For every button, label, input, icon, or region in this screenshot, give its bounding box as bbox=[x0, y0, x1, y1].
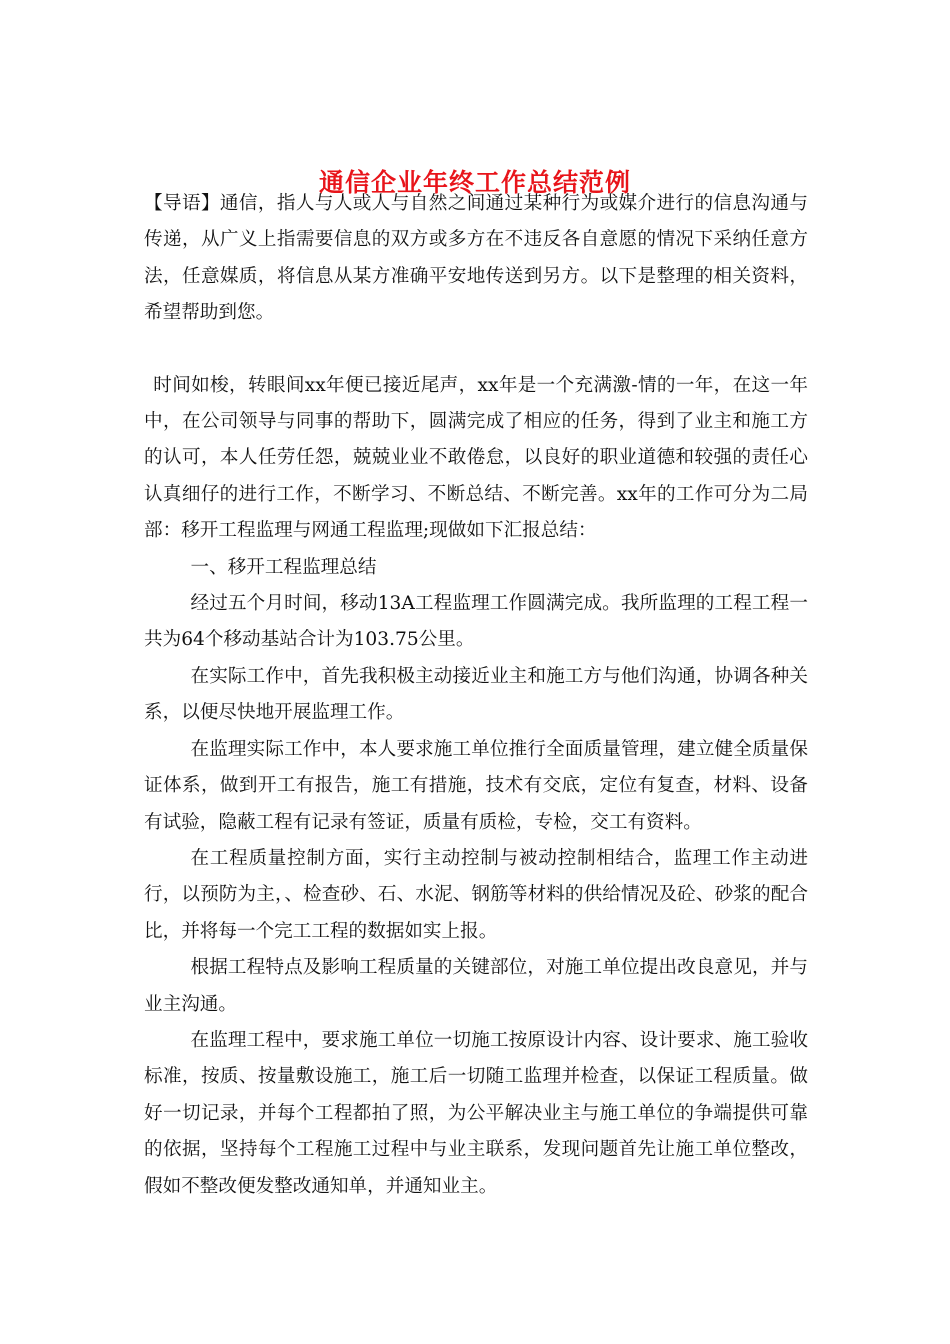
body-paragraph: 在监理实际工作中，本人要求施工单位推行全面质量管理，建立健全质量保证体系，做到开工有报告，施工有措施，技术有交底，定位有复查，材料、设备有试验，隐蔽工程有记录有签证，质量有质检，专检，交工有资料。 bbox=[144, 738, 808, 833]
document-body bbox=[144, 186, 808, 1205]
intro-paragraph: 【导语】通信，指人与人或人与自然之间通过某种行为或媒介进行的信息沟通与传递，从广义上指需要信息的双方或多方在不违反各自意愿的情况下采纳任意方法，任意媒质，将信息从某方准确平安地传送到另方。以下是整理的相关资料，希望帮助到您。 bbox=[144, 193, 808, 324]
body-paragraph: 在工程质量控制方面，实行主动控制与被动控制相结合，监理工作主动进行，以预防为主，、检查砂、石、水泥、钢筋等材料的供给情况及砼、砂浆的配合比，并将每一个完工工程的数据如实上报。 bbox=[144, 847, 808, 942]
document-title: 通信企业年终工作总结范例 bbox=[318, 167, 631, 197]
body-paragraph: 根据工程特点及影响工程质量的关键部位，对施工单位提出改良意见，并与业主沟通。 bbox=[144, 957, 808, 1015]
body-paragraph: 在监理工程中，要求施工单位一切施工按原设计内容、设计要求、施工验收标准，按质、按量敷设施工，施工后一切随工监理并检查，以保证工程质量。做好一切记录，并每个工程都拍了照，为公平解决业主与施工单位的争端提供可靠的依据，坚持每个工程施工过程中与业主联系，发现问题首先让施工单位整改，假如不整改便发整改通知单，并通知业主。 bbox=[144, 1029, 808, 1197]
opening-paragraph: 时间如梭，转眼间xx年便已接近尾声，xx年是一个充满激-情的一年，在这一年中，在公司领导与同事的帮助下，圆满完成了相应的任务，得到了业主和施工方的认可，本人任劳任怨，兢兢业业不敢倦怠，以良好的职业道德和较强的责任心认真细仔的进行工作，不断学习、不断总结、不断完善。xx年的工作可分为二局部：移开工程监理与网通工程监理;现做如下汇报总结： bbox=[144, 374, 808, 542]
body-paragraph: 在实际工作中，首先我积极主动接近业主和施工方与他们沟通，协调各种关系，以便尽快地开展监理工作。 bbox=[144, 665, 808, 724]
section-heading: 一、移开工程监理总结 bbox=[190, 556, 377, 578]
body-paragraph: 经过五个月时间，移动13A工程监理工作圆满完成。我所监理的工程工程一共为64个移动基站合计为103.75公里。 bbox=[144, 593, 808, 651]
